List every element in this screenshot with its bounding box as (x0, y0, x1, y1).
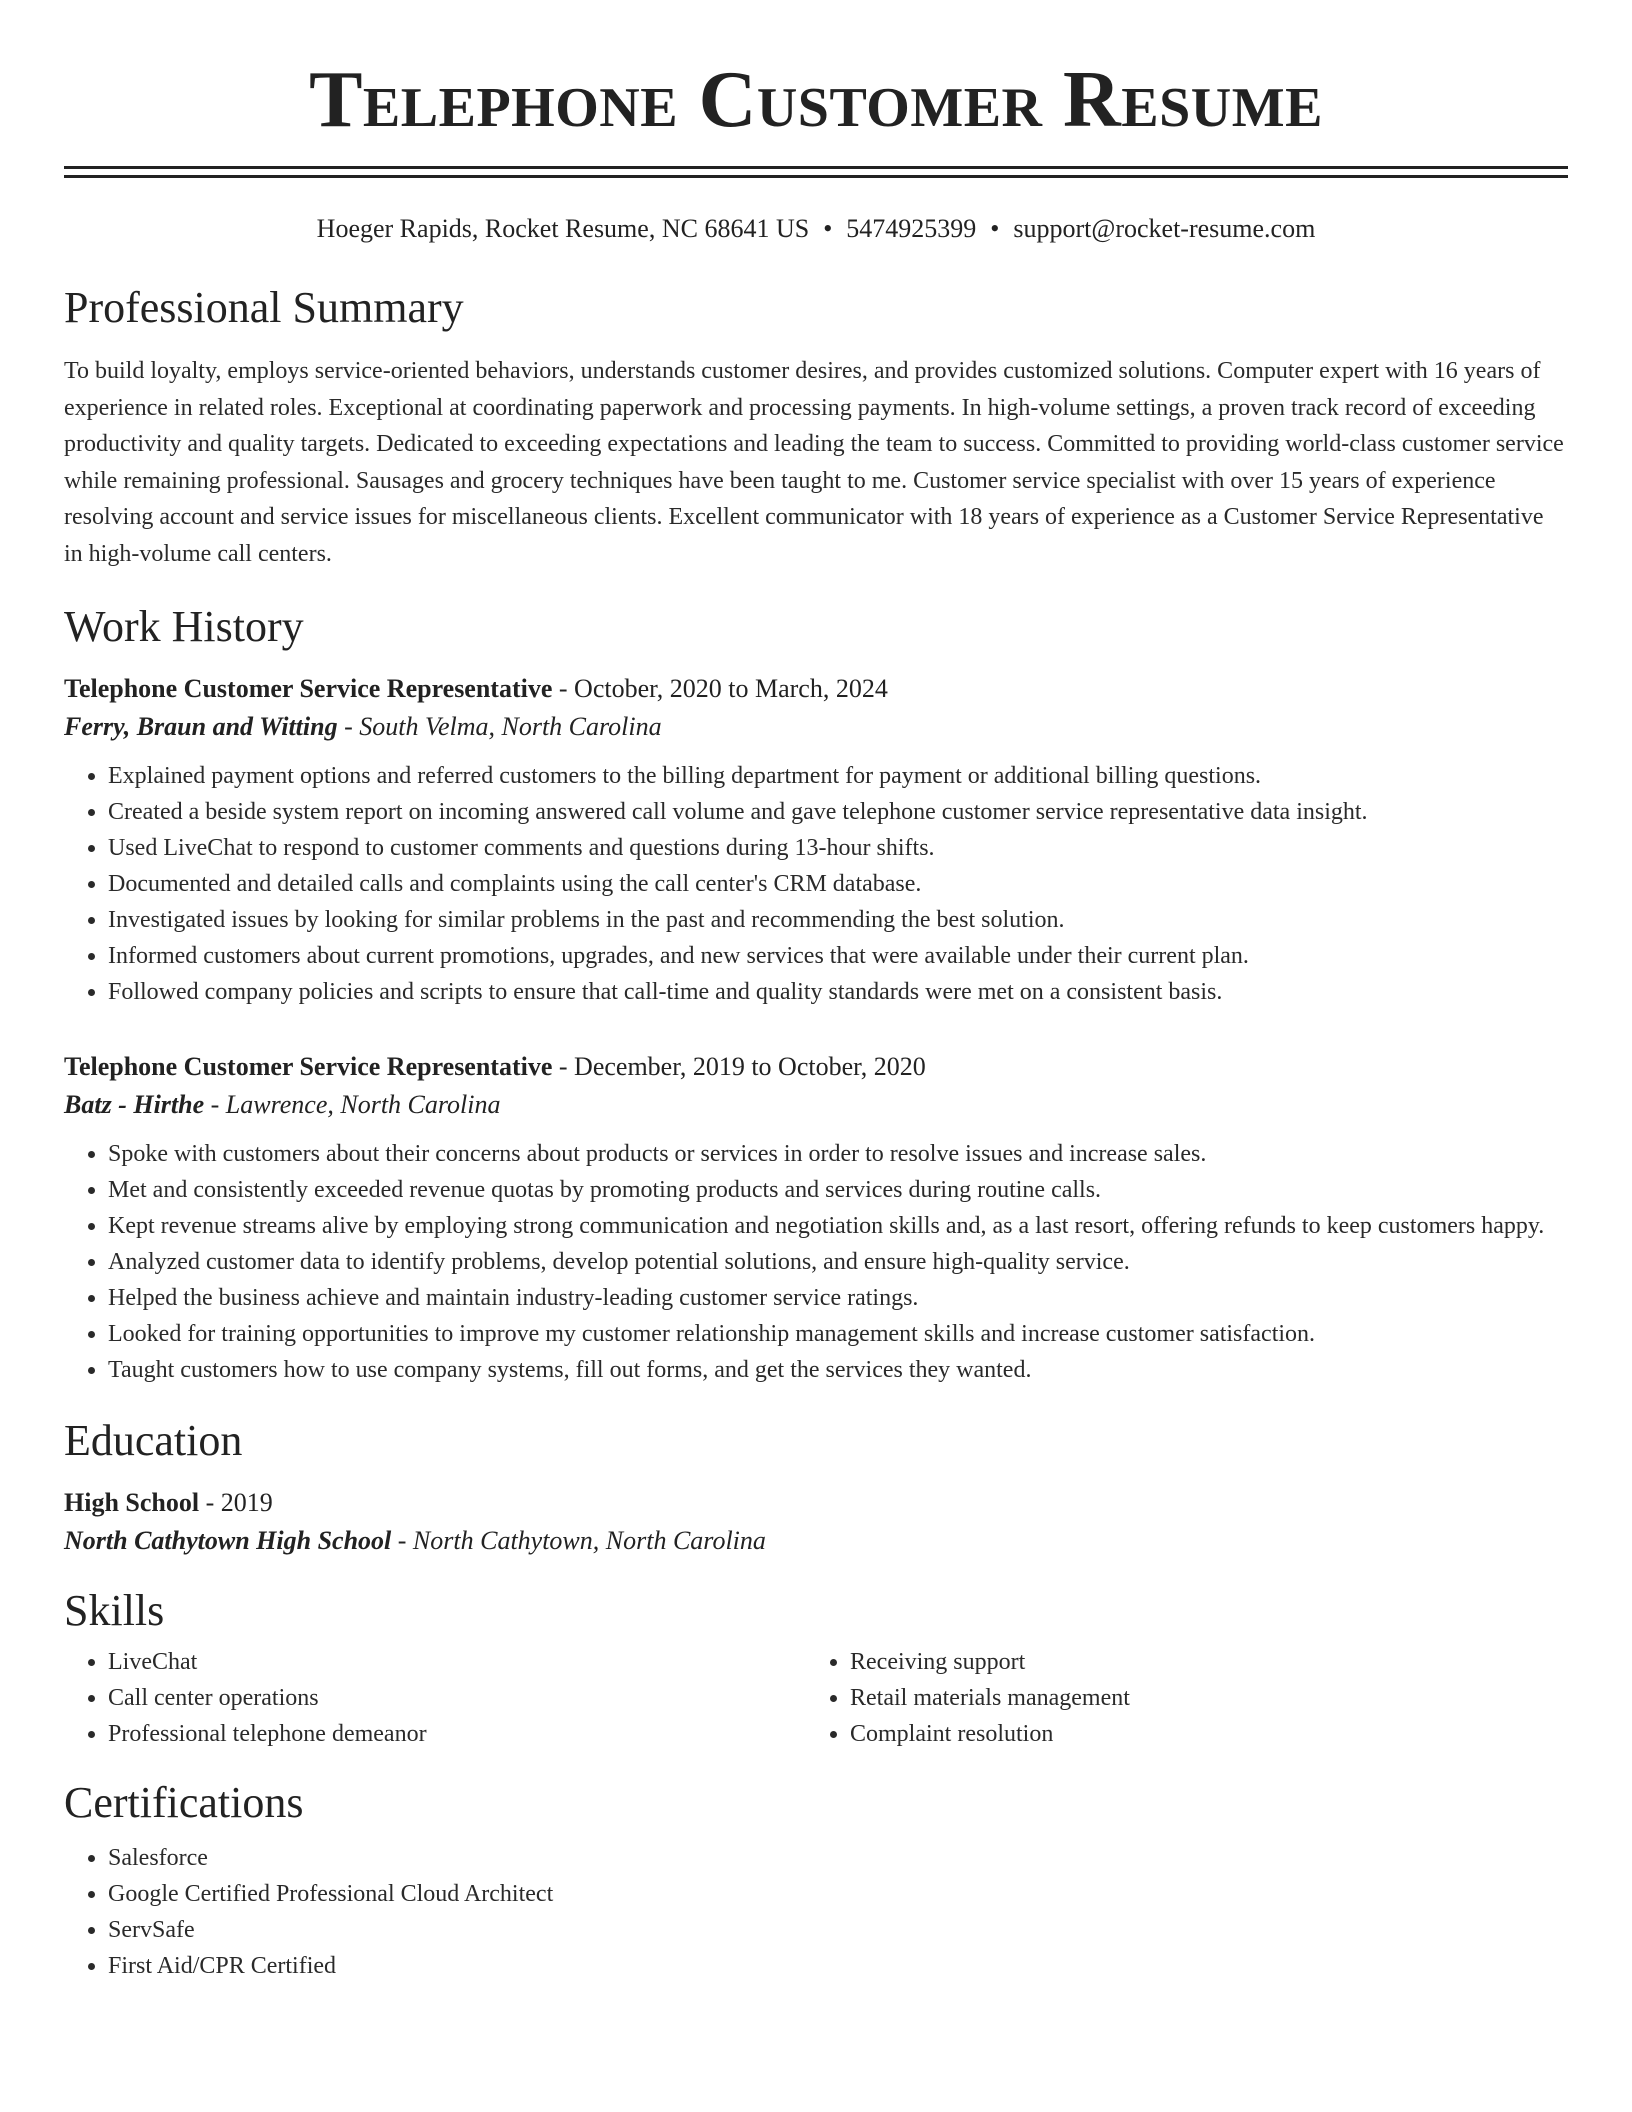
list-item: • ServSafe (108, 1912, 1568, 1948)
job-title: Telephone Customer Service Representative (64, 674, 553, 703)
education-location: - North Cathytown, North Carolina (391, 1526, 766, 1555)
list-item: • Explained payment options and referred customers to the billing department for payment or additional billing questions. (108, 758, 1568, 794)
skills-list-left (64, 1644, 806, 1752)
certifications-list (64, 1840, 1568, 1984)
education-school-line (64, 1522, 1568, 1560)
list-item: • Investigated issues by looking for similar problems in the past and recommending the best solution. (108, 902, 1568, 938)
work-history-heading: Work History (64, 602, 304, 651)
list-item: • Documented and detailed calls and complaints using the call center's CRM database. (108, 866, 1568, 902)
job-company-line (64, 1086, 1568, 1124)
summary-heading: Professional Summary (64, 283, 464, 332)
skills-columns (64, 1644, 1568, 1752)
education-school: North Cathytown High School (64, 1526, 392, 1555)
list-item: • Used LiveChat to respond to customer comments and questions during 13-hour shifts. (108, 830, 1568, 866)
list-item: • Looked for training opportunities to improve my customer relationship management skills and increase customer satisfaction. (108, 1316, 1568, 1352)
job-title-line (64, 670, 1568, 708)
contact-separator: • (990, 214, 1000, 243)
list-item: • Taught customers how to use company systems, fill out forms, and get the services they wanted. (108, 1352, 1568, 1388)
resume-title: Telephone Customer Resume (309, 56, 1323, 144)
list-item: • Retail materials management (850, 1680, 1548, 1716)
job-dates: - December, 2019 to October, 2020 (552, 1052, 926, 1081)
job-title-line (64, 1048, 1568, 1086)
job-company: Ferry, Braun and Witting (64, 712, 338, 741)
list-item: • Helped the business achieve and maintain industry-leading customer service ratings. (108, 1280, 1568, 1316)
job-company-line (64, 708, 1568, 746)
contact-email: support@rocket-resume.com (1013, 214, 1316, 243)
list-item: • LiveChat (108, 1644, 806, 1680)
contact-phone: 5474925399 (846, 214, 977, 243)
job-entry (64, 1048, 1568, 1388)
job-duties-list (64, 758, 1568, 1010)
job-dates: - October, 2020 to March, 2024 (552, 674, 888, 703)
title-rule-bottom (64, 175, 1568, 178)
education-degree: High School (64, 1488, 200, 1517)
list-item: • Created a beside system report on incoming answered call volume and gave telephone customer service representative data insight. (108, 794, 1568, 830)
job-location: - Lawrence, North Carolina (204, 1090, 501, 1119)
skills-list-right (806, 1644, 1548, 1752)
list-item: • Met and consistently exceeded revenue quotas by promoting products and services during routine calls. (108, 1172, 1568, 1208)
list-item: • Professional telephone demeanor (108, 1716, 806, 1752)
certifications-heading: Certifications (64, 1778, 304, 1827)
list-item: • Call center operations (108, 1680, 806, 1716)
list-item: • Google Certified Professional Cloud Architect (108, 1876, 1568, 1912)
education-entry (64, 1484, 1568, 1560)
contact-address: Hoeger Rapids, Rocket Resume, NC 68641 US (316, 214, 810, 243)
list-item: • Spoke with customers about their concerns about products or services in order to resolve issues and increase sales. (108, 1136, 1568, 1172)
job-location: - South Velma, North Carolina (337, 712, 662, 741)
list-item: • Complaint resolution (850, 1716, 1548, 1752)
list-item: • Salesforce (108, 1840, 1568, 1876)
contact-separator: • (823, 214, 833, 243)
title-rule-top (64, 166, 1568, 169)
education-heading: Education (64, 1416, 243, 1465)
job-company: Batz - Hirthe (64, 1090, 205, 1119)
list-item: • Informed customers about current promotions, upgrades, and new services that were available under their current plan. (108, 938, 1568, 974)
contact-line (64, 213, 1568, 245)
summary-text: To build loyalty, employs service-oriented behaviors, understands customer desires, and provides customized solutions. Computer expert with 16 years of experience in related roles. Exceptional at coordinating paperwork and processing payments. In high-volume settings, a proven track record of exceeding productivity and quality targets. Dedicated to exceeding expectations and leading the team to success. Committed to providing world-class customer service while remaining professional. Sausages and grocery techniques have been taught to me. Customer service specialist with over 15 years of experience resolving account and service issues for miscellaneous clients. Excellent communicator with 18 years of experience as a Customer Service Representative in high-volume call centers. (64, 358, 1564, 567)
skills-heading: Skills (64, 1586, 165, 1635)
list-item: • Kept revenue streams alive by employing strong communication and negotiation skills and, as a last resort, offering refunds to keep customers happy. (108, 1208, 1568, 1244)
job-title: Telephone Customer Service Representative (64, 1052, 553, 1081)
job-entry (64, 670, 1568, 1010)
list-item: • Followed company policies and scripts to ensure that call-time and quality standards were met on a consistent basis. (108, 974, 1568, 1010)
education-degree-line (64, 1484, 1568, 1522)
education-year: - 2019 (199, 1488, 273, 1517)
list-item: • First Aid/CPR Certified (108, 1948, 1568, 1984)
list-item: • Receiving support (850, 1644, 1548, 1680)
job-duties-list (64, 1136, 1568, 1388)
list-item: • Analyzed customer data to identify problems, develop potential solutions, and ensure high-quality service. (108, 1244, 1568, 1280)
